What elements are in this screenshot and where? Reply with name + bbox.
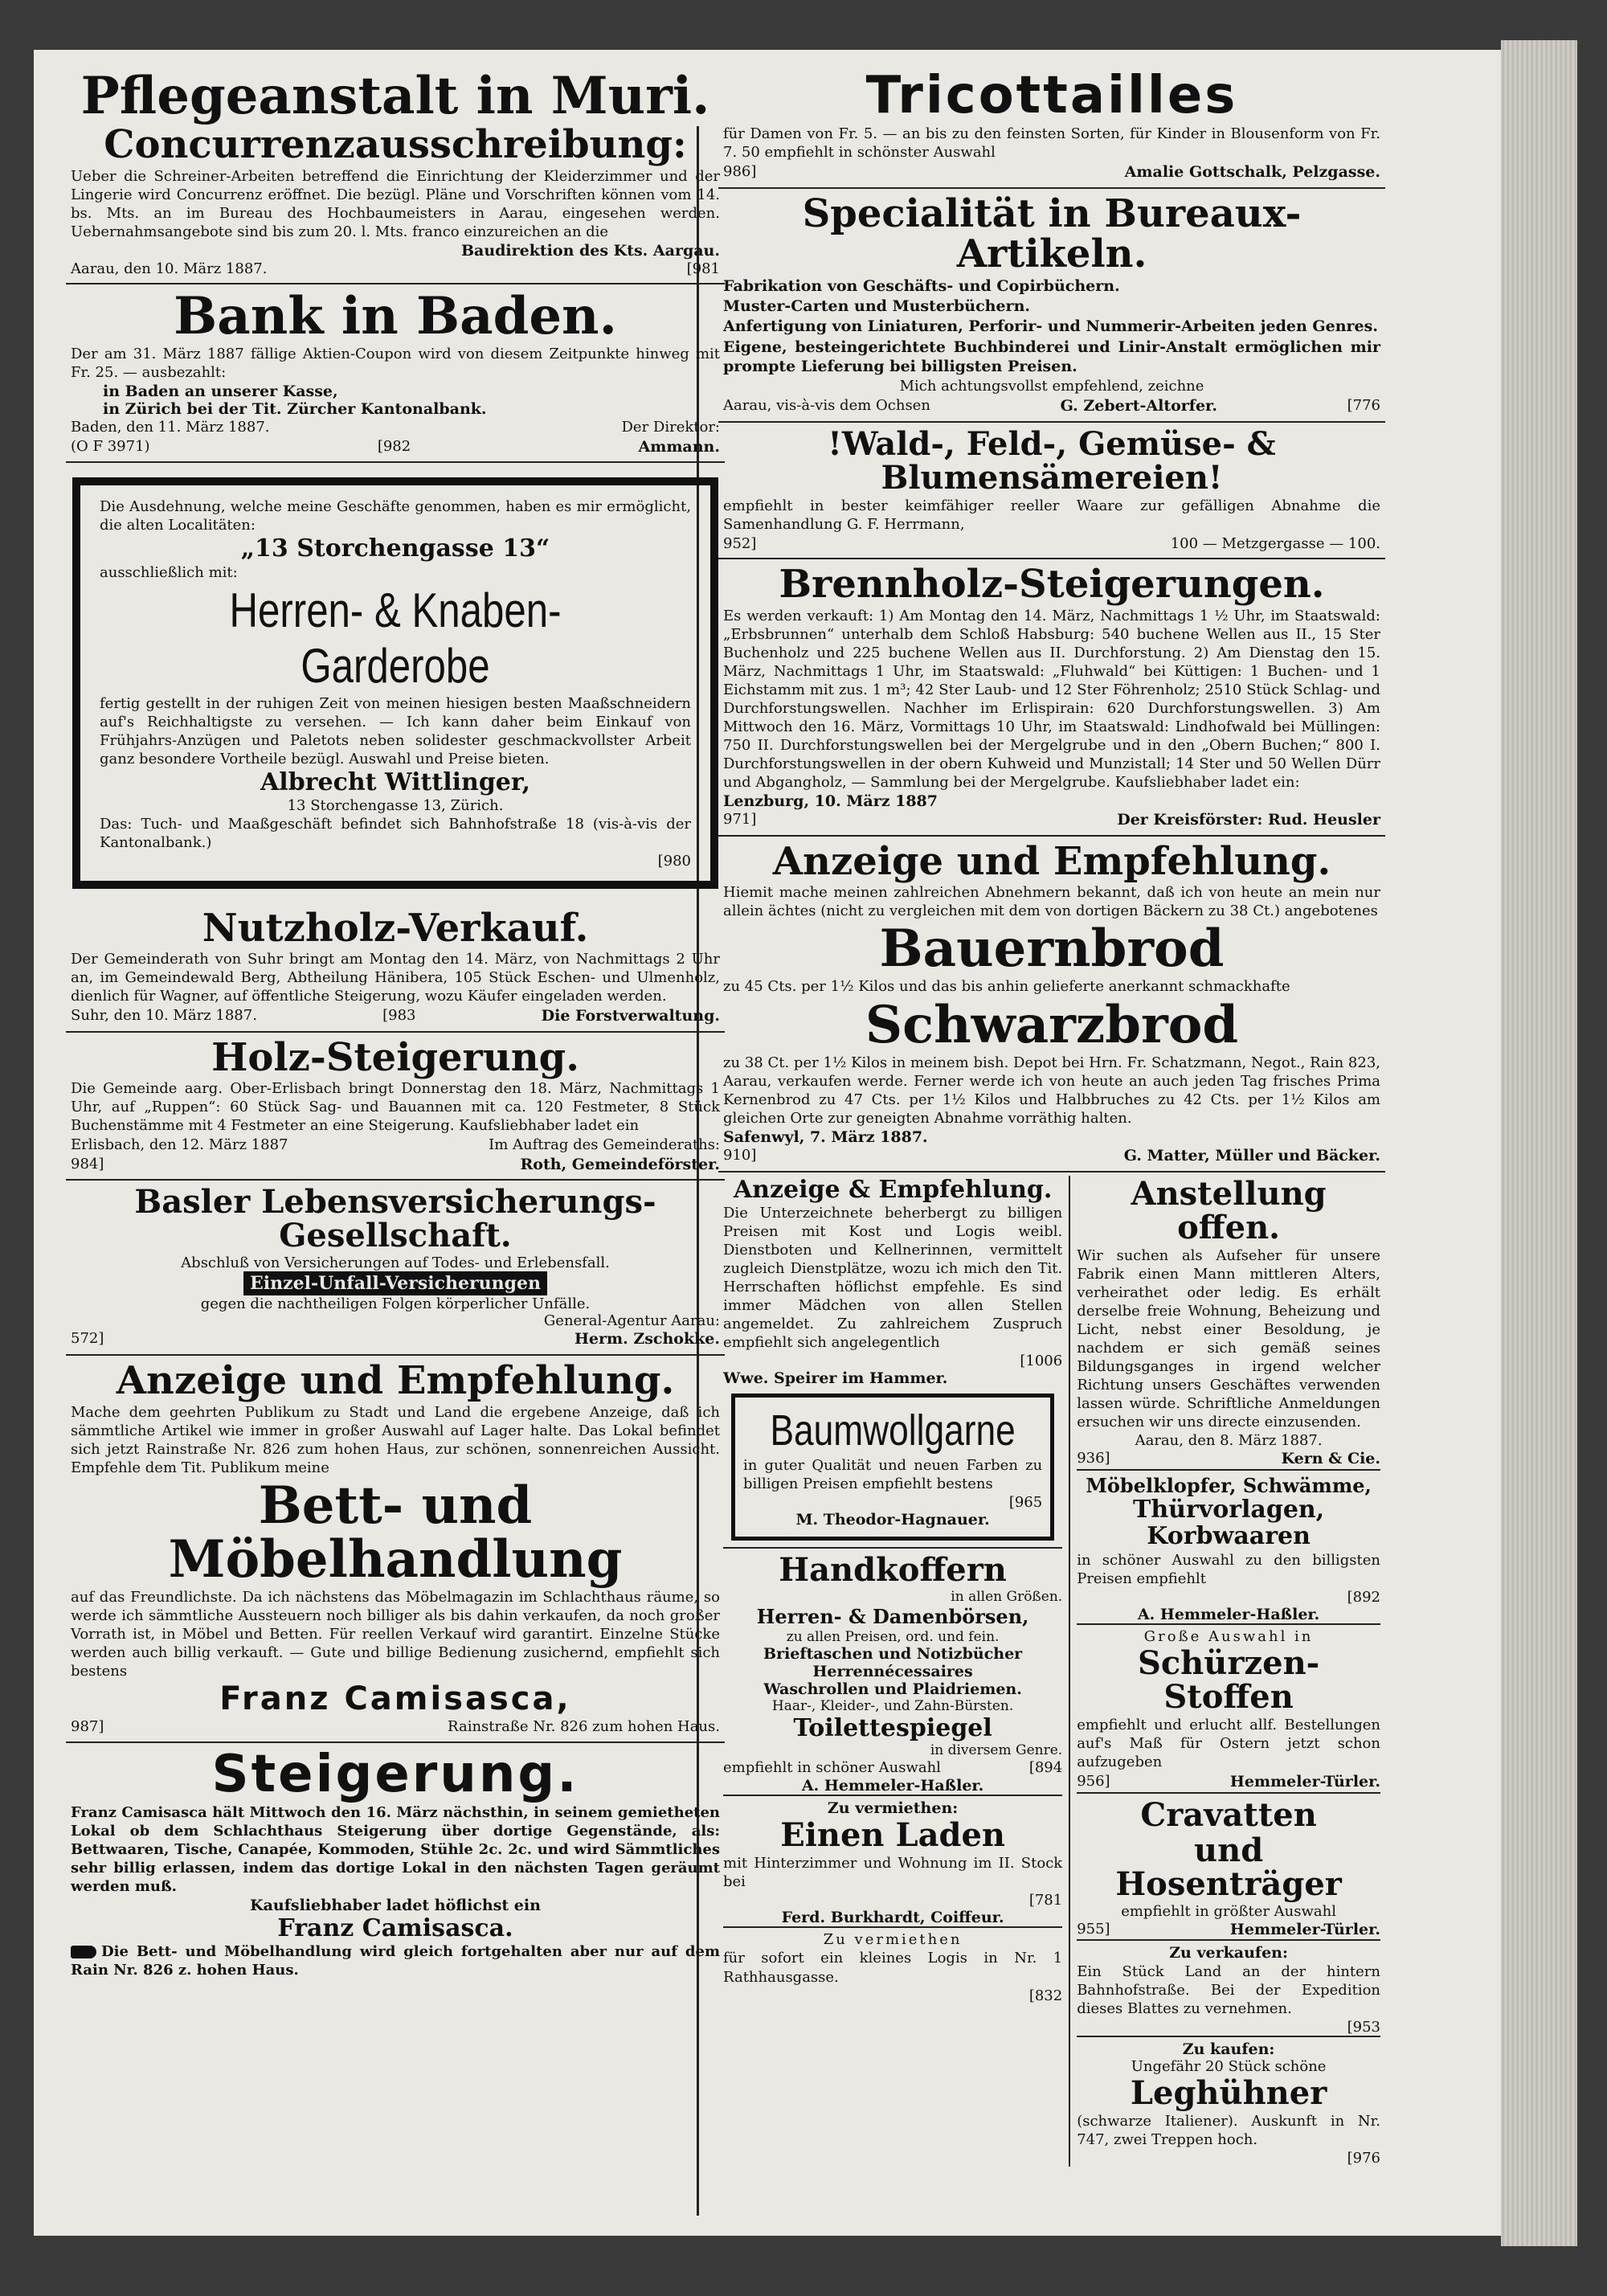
ad-address: Aarau, vis-à-vis dem Ochsen — [723, 397, 930, 415]
ad-line: Herren- & Damenbörsen, — [756, 1605, 1029, 1629]
ad-nutzholz — [66, 903, 725, 1033]
ad-footer — [723, 1146, 1380, 1166]
ad-intro: Zu vermiethen — [823, 1931, 963, 1949]
ad-title: Cravatten — [1140, 1795, 1317, 1834]
newspaper-page — [34, 50, 1501, 2236]
ad-steigerung — [66, 1743, 725, 1986]
ad-footer — [723, 534, 1380, 553]
ad-camisasca — [66, 1356, 725, 1742]
ad-number: [832 — [1028, 1987, 1063, 2004]
ad-signature: A. Hemmeler-Haßler. — [1137, 1605, 1320, 1623]
ad-number: [983 — [382, 1007, 416, 1025]
ad-signature: Albrecht Wittlinger, — [260, 768, 530, 797]
ad-pflegeanstalt — [66, 64, 725, 284]
ad-body: empfiehlt in bester keimfähiger reeller Waare zur gefälligen Abnahme die Samenhandlung G. F. Herrmann, — [723, 497, 1380, 534]
ad-commission: Im Auftrag des Gemeinderaths: — [489, 1136, 720, 1154]
ad-line: Anfertigung von Liniaturen, Perforir- und Nummerir-Arbeiten jeden Genres. — [723, 317, 1378, 336]
ad-footer — [723, 810, 1380, 830]
ad-garderobe — [72, 477, 718, 888]
ad-note: Die Bett- und Möbelhandlung wird gleich fortgehalten aber nur auf dem Rain Nr. 826 z. hohen Haus. — [71, 1943, 720, 1979]
ad-date: Safenwyl, 7. März 1887. — [723, 1128, 928, 1146]
ad-line: ausschließlich mit: — [100, 563, 238, 581]
ad-footer — [723, 162, 1380, 182]
ad-body: Die Unterzeichnete beherbergt zu billigen Preisen mit Kost und Logis weibl. Dienstboten und Kellnerinnen, vermittelt zugleich Dienstplätze, wozu ich mich den Tit. Herrschaften höflichst empfehle. Es sind immer Mädchen von allen Stellen angemeldet. Zu zahlreichem Zuspruch empfiehlt sich angelegentlich — [723, 1205, 1063, 1352]
ad-title: Baumwollgarne — [770, 1406, 1016, 1455]
ad-footer — [71, 1717, 720, 1736]
ad-sub: Ungefähr 20 Stück schöne — [1131, 2058, 1327, 2076]
ad-title: Handkoffern — [779, 1551, 1007, 1590]
ad-banner: Einzel-Unfall-Versicherungen — [243, 1271, 547, 1295]
ad-code: (O F 3971) — [71, 437, 150, 455]
ad-signature: Baudirektion des Kts. Aargau. — [460, 241, 720, 260]
ad-title: Einen Laden — [780, 1816, 1005, 1855]
ad-director-label: Der Direktor: — [621, 419, 720, 436]
pointing-hand-icon — [71, 1946, 96, 1958]
ad-footer — [71, 437, 720, 457]
ad-date: Aarau, den 8. März 1887. — [1135, 1431, 1323, 1449]
ad-title: Herren- & Knaben-Garderobe — [229, 583, 562, 694]
ad-number: [980 — [657, 852, 691, 870]
ad-title: Anzeige und Empfehlung. — [772, 838, 1331, 884]
ad-body: empfiehlt in schöner Auswahl — [723, 1759, 941, 1777]
ad-body: Hiemit mache meinen zahlreichen Abnehmern bekannt, daß ich von heute an mein nur allein ächtes (nicht zu vergleichen mit dem von dortigen Bäckern zu 38 Ct.) angebotenes — [723, 884, 1380, 920]
ad-body: zu 38 Ct. per 1½ Kilos in meinem bish. Depot bei Hrn. Fr. Schatzmann, Negot., Rain 823, Aarau, verkaufen werde. Ferner werde ich von heute an auch jeden Tag frisches Prima Kernenbrod zu 47 Cts. per 1½ Kilos und Halbbruches zu 42 Cts. per 1½ Kilos am gleichen Orte zur geneigten Abnahme vorräthig halten. — [723, 1054, 1380, 1127]
ad-headline: Bauernbrod — [879, 919, 1225, 980]
ad-intro: Zu vermiethen: — [827, 1799, 959, 1818]
ad-line: Eigene, besteingerichtete Buchbinderei und Linir-Anstalt ermöglichen mir prompte Lieferung bei billigsten Preisen. — [723, 338, 1380, 375]
ad-intro: Zu verkaufen: — [1169, 1944, 1289, 1962]
ad-body: auf das Freundlichste. Da ich nächstens das Möbelmagazin im Schlachthaus räume, so werde ich sämmtliche Aussteuern noch billiger als bis dahin verkaufen, da noch großer Vorrath ist, in Möbel und Betten. Für reellen Verkauf wird garantirt. Einzelne Stücke werden auch billig verkauft. — Gute und billige Bedienung zusichernd, empfiehlt sich bestens — [71, 1589, 720, 1680]
ad-title: Schürzen-Stoffen — [1137, 1643, 1320, 1716]
grid-right — [1069, 1176, 1380, 2167]
ad-signature: Hemmeler-Türler. — [1229, 1772, 1380, 1791]
ad-line: Kaufsliebhaber ladet höflichst ein — [250, 1896, 541, 1914]
ad-number: 936] — [1077, 1449, 1110, 1467]
ad-bank-baden — [66, 284, 725, 463]
ad-body: Franz Camisasca hält Mittwoch den 16. März nächsthin, in seinem gemietheten Lokal ob dem Schlachthaus Steigerung über dortige Gegenstände, als: Bettwaaren, Tische, Canapée, Kommoden, Stühle 2c. 2c. und wird Sämmtliches sehr billig erlassen, indem das dortige Lokal in den nächsten Tagen geräumt werden muß. — [71, 1803, 720, 1895]
ad-footer — [71, 418, 720, 436]
ad-anstellung — [1077, 1174, 1380, 1469]
ad-body: mit Hinterzimmer und Wohnung im II. Stock bei — [723, 1855, 1063, 1891]
ad-title: Anzeige und Empfehlung. — [116, 1358, 675, 1404]
ad-line: Thürvorlagen, — [1133, 1495, 1325, 1524]
ad-title: Anzeige & Empfehlung. — [733, 1175, 1053, 1204]
ad-number: 971] — [723, 811, 757, 829]
ad-holz-steigerung — [66, 1033, 725, 1181]
ad-subtitle: Concurrenzausschreibung: — [104, 122, 687, 168]
ad-line: Abschluß von Versicherungen auf Todes- und Erlebensfall. — [181, 1254, 610, 1272]
ad-aside: in allen Größen. — [951, 1589, 1063, 1606]
ad-line: Mich achtungsvollst empfehlend, zeichne — [899, 378, 1204, 395]
ad-body: in guter Qualität und neuen Farben zu billigen Preisen empfiehlt bestens — [743, 1457, 1043, 1493]
ad-number: 987] — [71, 1718, 104, 1736]
ad-brod — [718, 837, 1385, 1173]
ad-signature: Die Forstverwaltung. — [541, 1007, 720, 1025]
ad-brennholz — [718, 559, 1385, 836]
ad-title: Brennholz-Steigerungen. — [779, 562, 1325, 608]
ad-date: Suhr, den 10. März 1887. — [71, 1007, 257, 1025]
ad-line: Fabrikation von Geschäfts- und Copirbüchern. — [723, 276, 1120, 295]
ad-title: Anstellung offen. — [1131, 1174, 1327, 1246]
ad-signature: Amalie Gottschalk, Pelzgasse. — [1124, 163, 1380, 182]
ad-date: Aarau, den 10. März 1887. — [71, 260, 268, 277]
ad-headline: Bett- und Möbelhandlung — [168, 1475, 623, 1590]
ad-dienstboten — [723, 1177, 1062, 1388]
ad-body: empfiehlt und erlucht allf. Bestellungen auf's Maß für Ostern jetzt schon aufzugeben — [1077, 1716, 1380, 1770]
ad-number: 986] — [723, 163, 757, 181]
ad-moebelklopfer — [1077, 1469, 1380, 1623]
ad-intro: Zu kaufen: — [1182, 2040, 1275, 2059]
ad-intro: Die Ausdehnung, welche meine Geschäfte genommen, haben es mir ermöglicht, die alten Localitäten: — [100, 498, 691, 534]
ad-signature: Kern & Cie. — [1281, 1449, 1380, 1467]
ad-body: Wir suchen als Aufseher für unsere Fabrik einen Mann mittleren Alters, verheirathet oder ledig. Es erhält derselbe freie Wohnung, Beheizung und Licht, nebst einer Besoldung, je nachdem er sich gemäß seines Bildungsganges in irgend welcher Richtung unsers Geschäftes verwenden lassen würde. Schriftliche Anmeldungen ersuchen wir uns directe einzusenden. — [1077, 1246, 1380, 1430]
ad-number: [981 — [686, 260, 720, 277]
ad-grid — [718, 1173, 1385, 2172]
page-edge — [1501, 40, 1577, 2246]
ad-tricottailles — [718, 64, 1385, 189]
ad-footer — [71, 1006, 720, 1026]
ad-number: 910] — [723, 1146, 757, 1164]
ad-baumwollgarne — [731, 1394, 1054, 1541]
ad-body: Der am 31. März 1887 fällige Aktien-Coupon wird von diesem Zeitpunkte hinweg mit Fr. 25. — ausbezahlt: — [71, 346, 720, 382]
ad-street: 13 Storchengasse 13, Zürich. — [287, 796, 504, 814]
ad-title: Specialität in Bureaux-Artikeln. — [802, 190, 1302, 277]
ad-line: Waschrollen und Plaidriemen. — [763, 1680, 1022, 1698]
ad-body: für Damen von Fr. 5. — an bis zu den feinsten Sorten, für Kinder in Blousenform von Fr. 7. 50 empfiehlt in schönster Auswahl — [723, 125, 1380, 162]
ad-title: Pflegeanstalt in Muri. — [80, 66, 710, 126]
ad-signature: A. Hemmeler-Haßler. — [801, 1777, 984, 1795]
left-column — [66, 64, 725, 2228]
ad-number: 955] — [1077, 1920, 1110, 1938]
ad-headline: Schwarzbrod — [865, 994, 1239, 1055]
ad-signature: Ammann. — [638, 437, 720, 456]
ad-date: Lenzburg, 10. März 1887 — [723, 792, 938, 811]
ad-number: [965 — [1008, 1494, 1043, 1512]
ad-number: [894 — [1028, 1759, 1063, 1777]
ad-line: in Baden an unserer Kasse, — [103, 383, 338, 401]
ad-footer — [1077, 1920, 1380, 1940]
ad-signature: G. Matter, Müller und Bäcker. — [1123, 1146, 1380, 1164]
ad-logis — [723, 1926, 1062, 2003]
grid-left — [723, 1176, 1069, 2167]
ad-number: [781 — [1028, 1892, 1063, 1909]
ad-body: Ueber die Schreiner-Arbeiten betreffend die Einrichtung der Kleiderzimmer und der Lingerie wird Concurrenz eröffnet. Die bezügl. Pläne und Vorschriften können vom 14. bs. Mts. an im Bureau des Hochbaumeisters in Aarau, eingesehen werden. Uebernahmsangebote sind bis zum 20. l. Mts. franco einzureichen an die — [71, 167, 720, 240]
ad-body: (schwarze Italiener). Auskunft in Nr. 747, zwei Treppen hoch. — [1077, 2113, 1380, 2149]
ad-footer — [1077, 1449, 1380, 1469]
ad-number: [776 — [1347, 397, 1380, 415]
ad-cravatten — [1077, 1792, 1380, 1940]
ad-bureau-artikel — [718, 189, 1385, 423]
ad-signature: Roth, Gemeindeförster. — [520, 1155, 720, 1173]
ad-line: in Zürich bei der Tit. Zürcher Kantonalbank. — [103, 400, 487, 419]
ad-body: empfiehlt in größter Auswahl — [1121, 1902, 1336, 1920]
ad-date: Erlisbach, den 12. März 1887 — [71, 1136, 288, 1154]
ad-land — [1077, 1939, 1380, 2036]
ad-footer — [71, 1136, 720, 1154]
ad-agency: General-Agentur Aarau: — [543, 1312, 720, 1330]
ad-body: fertig gestellt in der ruhigen Zeit von meinen hiesigen besten Maaßschneidern auf's Reichhaltigste zu versehen. — Ich kann daher beim Einkauf von Frühjahrs-Anzügen und Paletots neben solidester geschmackvollster Arbeit ganz besondere Vortheile bezügl. Auswahl und Preise bieten. — [100, 695, 691, 768]
ad-schuerzen — [1077, 1623, 1380, 1792]
ad-number: 952] — [723, 535, 757, 553]
right-column — [718, 64, 1385, 2228]
ad-signature: Hemmeler-Türler. — [1229, 1920, 1380, 1938]
ad-line: Haar-, Kleider-, und Zahn-Bürsten. — [771, 1697, 1014, 1714]
ad-line: Muster-Carten und Musterbüchern. — [723, 297, 1030, 316]
ad-number: 572] — [71, 1330, 104, 1348]
ad-signature: Ferd. Burkhardt, Coiffeur. — [781, 1909, 1004, 1927]
ad-intro: Große Auswahl in — [1143, 1627, 1314, 1645]
ad-address: 100 — Metzgergasse — 100. — [1170, 535, 1380, 553]
ad-body: Mache dem geehrten Publikum zu Stadt und Land die ergebene Anzeige, daß ich sämmtliche Artikel wie immer in großer Auswahl auf Lager halte. Das Lokal befindet sich jetzt Rainstraße Nr. 826 zum hohen Haus, zur schönen, sonnenreichen Aussicht. Empfehle dem Tit. Publikum meine — [71, 1403, 720, 1476]
ad-footer — [71, 1155, 720, 1175]
ad-title: Leghühner — [1130, 2074, 1327, 2113]
ad-handkoffern — [723, 1547, 1062, 1795]
ad-line: Brieftaschen und Notizbücher — [763, 1644, 1023, 1663]
ad-footer — [723, 396, 1380, 416]
ad-line: gegen die nachtheiligen Folgen körperlicher Unfälle. — [200, 1295, 591, 1313]
ad-footer — [1077, 1772, 1380, 1792]
ad-signature: M. Theodor-Hagnauer. — [795, 1511, 990, 1529]
ad-footer — [723, 1758, 1062, 1777]
ad-title: !Wald-, Feld-, Gemüse- & Blumensämereien! — [828, 425, 1276, 497]
ad-title: und Hosenträger — [1115, 1831, 1342, 1903]
ad-footer — [71, 1329, 720, 1349]
ad-footer — [71, 260, 720, 278]
ad-number: 956] — [1077, 1772, 1110, 1790]
ad-number: 984] — [71, 1155, 104, 1173]
ad-line: Herrennécessaires — [812, 1662, 973, 1680]
ad-title: Holz-Steigerung. — [211, 1034, 579, 1080]
ad-saemereien — [718, 423, 1385, 559]
ad-number: [982 — [377, 437, 411, 455]
ad-body: in schöner Auswahl zu den billigsten Preisen empfiehlt — [1077, 1551, 1380, 1587]
ad-address: Rainstraße Nr. 826 zum hohen Haus. — [448, 1718, 720, 1736]
ad-address: „13 Storchengasse 13“ — [240, 534, 550, 563]
ad-number: [892 — [1347, 1588, 1380, 1606]
ad-signature: Franz Camisasca. — [277, 1913, 513, 1942]
ad-date: Baden, den 11. März 1887. — [71, 419, 270, 436]
ad-line: Toilettespiegel — [793, 1713, 992, 1742]
ad-line: zu allen Preisen, ord. und fein. — [786, 1628, 1000, 1645]
ad-basler — [66, 1181, 725, 1356]
ad-signature: Der Kreisförster: Rud. Heusler — [1117, 811, 1380, 829]
ad-body: Die Gemeinde aarg. Ober-Erlisbach bringt Donnerstag den 18. März, Nachmittags 1 Uhr, auf „Ruppen“: 60 Stück Sag- und Bauannen mit ca. 120 Festmeter, 8 Stück Buchenstämme mit 4 Festmeter an eine Steigerung. Kaufsliebhaber ladet ein — [71, 1080, 720, 1135]
ad-body: zu 45 Cts. per 1½ Kilos und das bis anhin gelieferte anerkannt schmackhafte — [723, 978, 1290, 996]
ad-line: Möbelklopfer, Schwämme, — [1086, 1473, 1372, 1497]
ad-leghuehner — [1077, 2036, 1380, 2167]
ad-title: Bank in Baden. — [174, 286, 617, 347]
ad-body: für sofort ein kleines Logis in Nr. 1 Rathhausgasse. — [723, 1950, 1063, 1986]
ad-title: Basler Lebensversicherungs-Gesellschaft. — [134, 1183, 656, 1255]
ad-note: Das: Tuch- und Maaßgeschäft befindet sich Bahnhofstraße 18 (vis-à-vis der Kantonalbank.) — [100, 815, 691, 851]
ad-signature: Franz Camisasca, — [219, 1680, 571, 1718]
ad-number: [1006 — [1020, 1353, 1063, 1370]
ad-line: Korbwaaren — [1147, 1522, 1311, 1551]
ad-body: Es werden verkauft: 1) Am Montag den 14. März, Nachmittags 1 ½ Uhr, im Staatswald: „Erbsbrunnen“ unterhalb dem Schloß Habsburg: 540 buchene Wellen aus II., 15 Ster Buchenholz und 225 buchene Wellen aus II. Durchforstung. 2) Am Dienstag den 15. März, Nachmittags 1 Uhr, im Staatswald: „Fluhwald“ bei Küttigen: 1 Buchen- und 1 Eichstamm mit zus. 1 m³; 42 Ster Laub- und 12 Ster Föhrenholz; 2510 Stück Schlag- und Durchforstungswellen. Nachher im Erlispirain: 620 Durchforstungswellen. 3) Am Mittwoch den 16. März, Vormittags 10 Uhr, im Staatswald: Lindhofwald bei Müllingen: 750 II. Durchforstungswellen bei der Mergelgrube und in den „Obern Buchen;“ 800 I. Durchforstungswellen in der obern Kuhweid und Munzistall; 14 Ster und 50 Wellen Dürr und Abgangholz, — Sammlung bei der Mergelgrube. Kaufsliebhaber ladet ein: — [723, 607, 1380, 792]
ad-number: [976 — [1347, 2150, 1380, 2167]
ad-signature: Herm. Zschokke. — [574, 1330, 720, 1349]
ad-aside: in diversem Genre. — [930, 1742, 1063, 1759]
ad-laden — [723, 1795, 1062, 1926]
ad-title: Nutzholz-Verkauf. — [202, 905, 589, 951]
ad-number: [953 — [1347, 2019, 1380, 2036]
ad-title: Steigerung. — [211, 1744, 579, 1804]
ad-body: Ein Stück Land an der hintern Bahnhofstraße. Bei der Expedition dieses Blattes zu vernehmen. — [1077, 1963, 1380, 2018]
ad-signature: G. Zebert-Altorfer. — [1060, 397, 1217, 415]
ad-signature: Wwe. Speirer im Hammer. — [723, 1369, 948, 1388]
ad-body: Der Gemeinderath von Suhr bringt am Montag den 14. März, von Nachmittags 2 Uhr an, im Gemeindewald Berg, Abtheilung Hänibera, 105 Stück Eschen- und Ulmenholz, dienlich für Wagner, auf öffentliche Steigerung, wozu Käufer eingeladen werden. — [71, 951, 720, 1005]
ad-title: Tricottailles — [865, 66, 1238, 125]
